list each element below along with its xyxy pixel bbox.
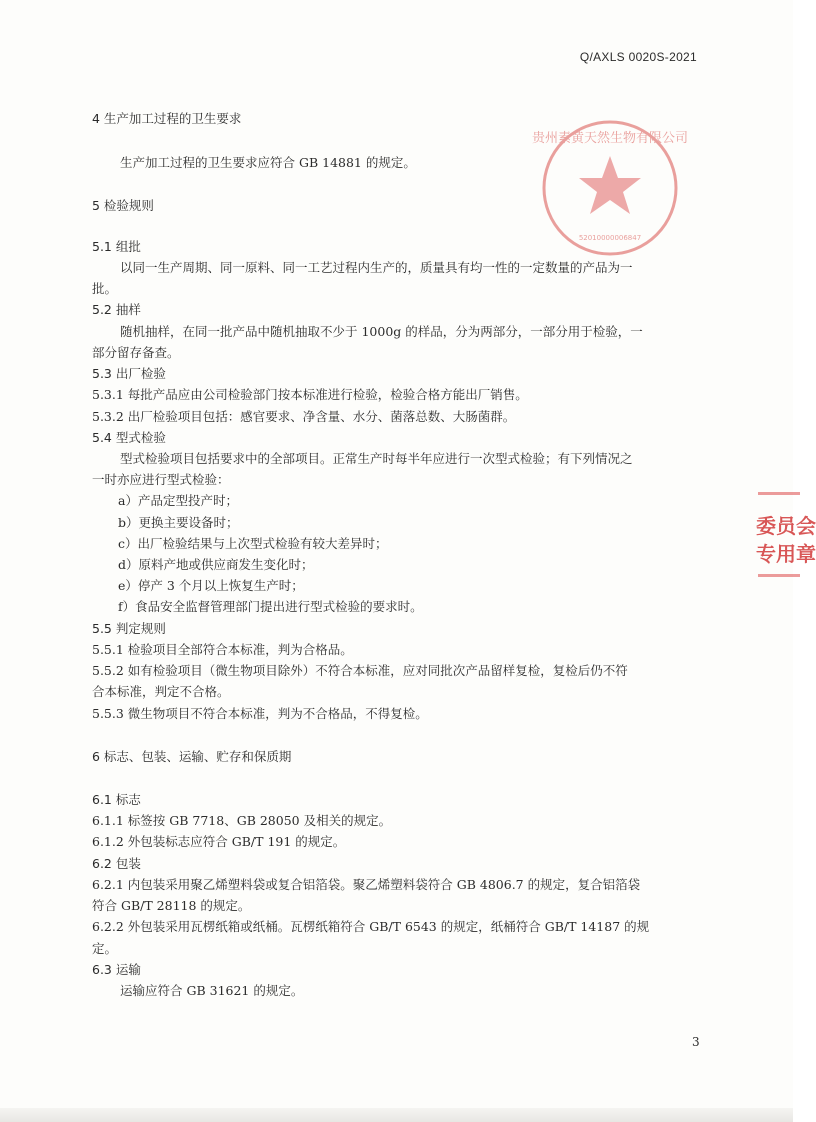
list-item: e）停产 3 个月以上恢复生产时； — [118, 578, 304, 593]
subsection-heading: 5.2 抽样 — [92, 302, 141, 317]
clause-continuation: 合本标准，判定不合格。 — [92, 684, 230, 699]
paragraph: 运输应符合 GB 31621 的规定。 — [120, 983, 304, 998]
clause: 6.1.1 标签按 GB 7718、GB 28050 及相关的规定。 — [92, 813, 392, 828]
subsection-heading: 5.3 出厂检验 — [92, 366, 166, 381]
paragraph-continuation: 部分留存备查。 — [92, 345, 180, 360]
list-item: a）产品定型投产时； — [118, 493, 238, 508]
section-5-heading: 5 检验规则 — [92, 198, 154, 213]
subsection-heading: 6.1 标志 — [92, 792, 141, 807]
subsection-heading: 5.4 型式检验 — [92, 430, 166, 445]
clause: 5.5.3 微生物项目不符合本标准，判为不合格品，不得复检。 — [92, 706, 428, 721]
clause: 5.3.2 出厂检验项目包括：感官要求、净含量、水分、菌落总数、大肠菌群。 — [92, 409, 516, 424]
svg-text:贵州素黄天然生物有限公司: 贵州素黄天然生物有限公司 — [531, 131, 689, 146]
list-item: c）出厂检验结果与上次型式检验有较大差异时； — [118, 536, 388, 551]
subsection-heading: 6.3 运输 — [92, 962, 141, 977]
page-number: 3 — [692, 1035, 700, 1049]
subsection-heading: 6.2 包装 — [92, 856, 141, 871]
section-4-heading: 4 生产加工过程的卫生要求 — [92, 111, 242, 126]
paragraph: 生产加工过程的卫生要求应符合 GB 14881 的规定。 — [120, 155, 416, 170]
svg-text:52010000006847: 52010000006847 — [578, 234, 642, 242]
paragraph: 随机抽样，在同一批产品中随机抽取不少于 1000g 的样品，分为两部分，一部分用于检验，一 — [120, 324, 643, 339]
scan-edge — [0, 1108, 793, 1122]
clause-continuation: 符合 GB/T 28118 的规定。 — [92, 898, 251, 913]
list-item: b）更换主要设备时； — [118, 515, 239, 530]
list-item: d）原料产地或供应商发生变化时； — [118, 557, 314, 572]
clause: 6.1.2 外包装标志应符合 GB/T 191 的规定。 — [92, 834, 346, 849]
section-6-heading: 6 标志、包装、运输、贮存和保质期 — [92, 749, 292, 764]
paragraph-continuation: 批。 — [92, 281, 118, 296]
clause: 6.2.1 内包装采用聚乙烯塑料袋或复合铝箔袋。聚乙烯塑料袋符合 GB 4806.7 的规定，复合铝箔袋 — [92, 877, 641, 892]
subsection-heading: 5.5 判定规则 — [92, 621, 166, 636]
paragraph-continuation: 一时亦应进行型式检验： — [92, 472, 230, 487]
subsection-heading: 5.1 组批 — [92, 239, 141, 254]
list-item: f）食品安全监督管理部门提出进行型式检验的要求时。 — [118, 599, 423, 614]
clause-continuation: 定。 — [92, 941, 118, 956]
paragraph: 型式检验项目包括要求中的全部项目。正常生产时每半年应进行一次型式检验；有下列情况之 — [120, 451, 633, 466]
clause: 5.3.1 每批产品应由公司检验部门按本标准进行检验，检验合格方能出厂销售。 — [92, 387, 528, 402]
clause: 5.5.2 如有检验项目（微生物项目除外）不符合本标准，应对同批次产品留样复检，复检后仍不符 — [92, 663, 628, 678]
edge-stamp: 委员会 专用章 — [752, 488, 800, 588]
clause: 5.5.1 检验项目全部符合本标准，判为合格品。 — [92, 642, 353, 657]
clause: 6.2.2 外包装采用瓦楞纸箱或纸桶。瓦楞纸箱符合 GB/T 6543 的规定，纸桶符合 GB/T 14187 的规 — [92, 919, 650, 934]
paragraph: 以同一生产周期、同一原料、同一工艺过程内生产的，质量具有均一性的一定数量的产品为一 — [120, 260, 633, 275]
company-seal — [520, 118, 700, 258]
document-number: Q/AXLS 0020S-2021 — [579, 50, 697, 64]
